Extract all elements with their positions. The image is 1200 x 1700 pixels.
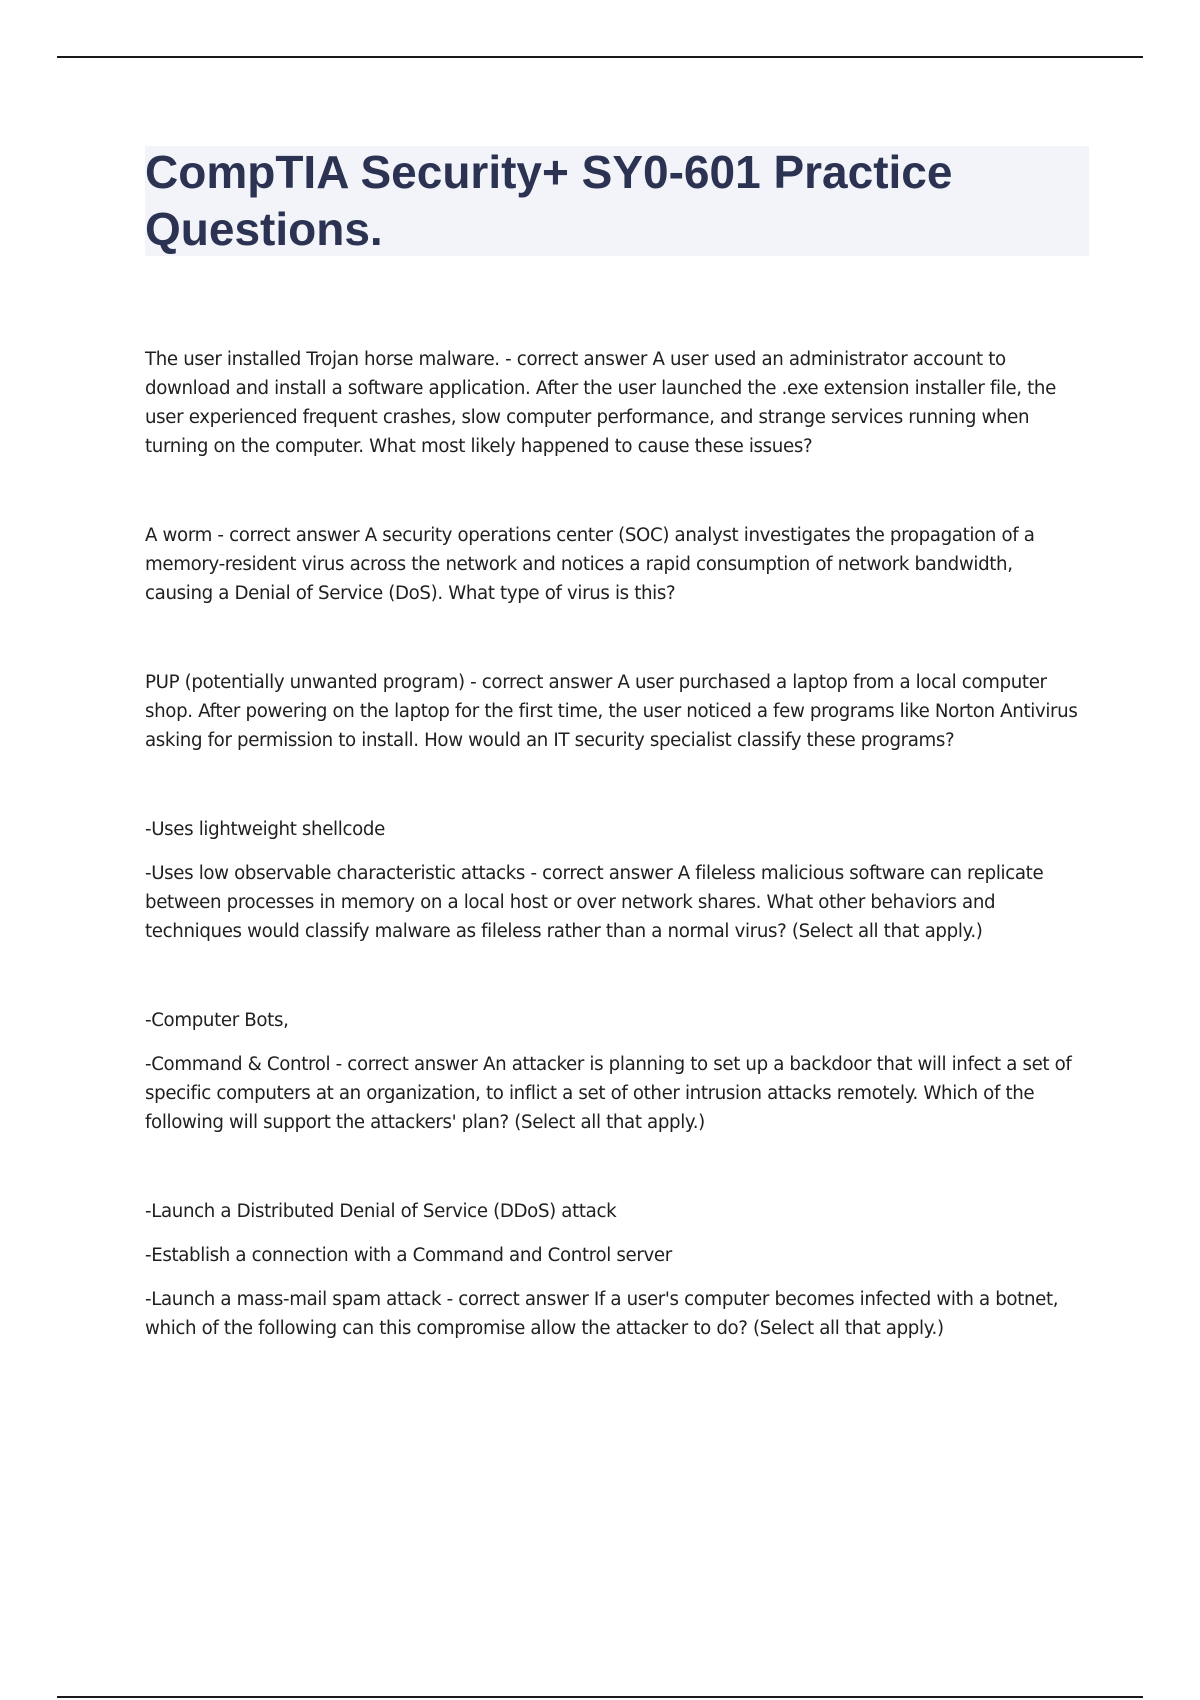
question-4-answer-line-1: -Uses lightweight shellcode [145,819,385,840]
question-6-answer-line-2: -Establish a connection with a Command and Control server [145,1245,672,1266]
question-6-answer-line-1: -Launch a Distributed Denial of Service (DDoS) attack [145,1201,617,1222]
question-3-text: PUP (potentially unwanted program) - correct answer A user purchased a laptop from a local computer shop. After powering on the laptop for the first time, the user noticed a few programs like Norton Antivirus asking for permission to install. How would an IT security specialist classify these programs? [145,672,1078,751]
question-5-text: -Command & Control - correct answer An attacker is planning to set up a backdoor that will infect a set of specific computers at an organization, to inflict a set of other intrusion attacks remotely. Which of the following will support the attackers' plan? (Select all that apply.) [145,1054,1072,1133]
top-rule [57,56,1143,58]
page-title: CompTIA Security+ SY0-601 Practice Questions. [145,146,953,255]
bottom-rule [57,1696,1143,1698]
question-2-text: A worm - correct answer A security operations center (SOC) analyst investigates the propagation of a memory-resident virus across the network and notices a rapid consumption of network bandwidth, causing a Denial of Service (DoS). What type of virus is this? [145,525,1035,604]
question-4-text: -Uses low observable characteristic attacks - correct answer A fileless malicious software can replicate between processes in memory on a local host or over network shares. What other behaviors and techniques would classify malware as fileless rather than a normal virus? (Select all that apply.) [145,863,1044,942]
question-5-answer-line-1: -Computer Bots, [145,1010,289,1031]
document-body [145,345,1085,1343]
title-banner [145,146,1089,256]
question-1-text: The user installed Trojan horse malware. - correct answer A user used an administrator account to download and install a software application. After the user launched the .exe extension installer file, the user experienced frequent crashes, slow computer performance, and strange services running when turning on the computer. What most likely happened to cause these issues? [145,349,1056,457]
question-6-text: -Launch a mass-mail spam attack - correct answer If a user's computer becomes infected with a botnet, which of the following can this compromise allow the attacker to do? (Select all that apply.) [145,1289,1059,1339]
